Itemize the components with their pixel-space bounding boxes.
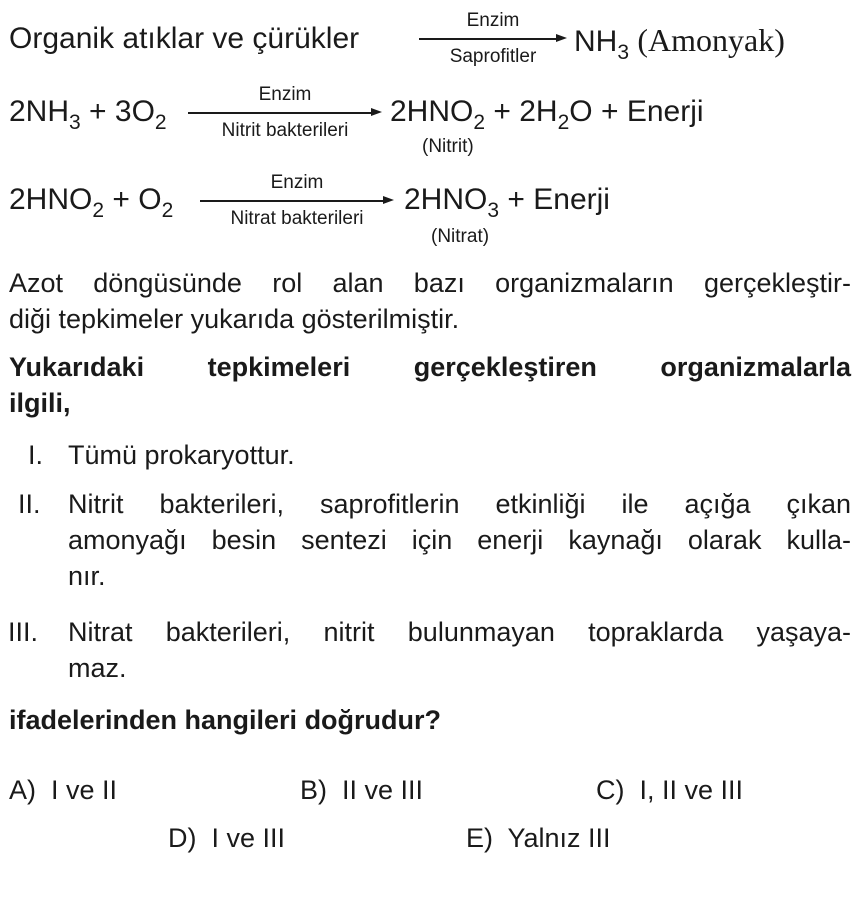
reaction-3-arrow	[200, 172, 394, 234]
arrow-line	[200, 200, 386, 202]
reaction-2-reactants	[9, 95, 167, 134]
product-formula: O + Enerji	[569, 95, 704, 128]
item-i-line-1: Tümü prokaryottur.	[68, 440, 295, 470]
product-subscript: 2	[473, 111, 486, 134]
reaction-2-enzyme-label: Enzim	[258, 84, 312, 105]
item-ii-line-3: nır.	[68, 561, 106, 591]
reactant-subscript: 2	[161, 199, 174, 222]
arrow-head-icon	[371, 108, 382, 116]
arrow-head-icon	[556, 34, 567, 42]
option-e[interactable]	[466, 823, 611, 854]
option-text: I ve II	[51, 775, 118, 805]
arrow-head-icon	[383, 196, 394, 204]
reactant-formula: 2NH	[9, 95, 70, 128]
reaction-3-reactants	[9, 183, 174, 222]
product-subscript: 3	[617, 41, 630, 64]
reactant-subscript: 3	[69, 111, 81, 134]
option-letter: D)	[168, 823, 197, 853]
reactant-formula: + 3O	[89, 95, 155, 128]
reactant-formula: 2HNO	[9, 183, 93, 216]
option-text: II ve III	[342, 775, 424, 805]
product-name: (Amonyak)	[637, 22, 785, 58]
intro-line-1: Azot döngüsünde rol alan bazı organizmaların gerçekleştir-	[9, 268, 851, 298]
question-closing: ifadelerinden hangileri doğrudur?	[9, 705, 442, 735]
reactant-subscript: 2	[154, 111, 167, 134]
reaction-1-enzyme-label: Enzim	[466, 10, 520, 31]
option-text: Yalnız III	[507, 823, 611, 853]
reaction-2-product-note: (Nitrit)	[422, 136, 474, 157]
question-line-2: ilgili,	[9, 388, 71, 418]
option-b[interactable]	[300, 775, 423, 806]
question-line-1: Yukarıdaki tepkimeleri gerçekleştiren organizmalarla	[9, 352, 851, 382]
product-formula: + 2H	[493, 95, 558, 128]
reaction-3-products	[404, 183, 610, 222]
item-iii-line-1: Nitrat bakterileri, nitrit bulunmayan topraklarda yaşaya-	[68, 617, 851, 647]
reaction-2-arrow	[188, 84, 382, 146]
reaction-2-organism-label: Nitrit bakterileri	[221, 120, 349, 141]
arrow-line	[419, 38, 559, 40]
item-number: I.	[28, 440, 44, 470]
product-formula: + Enerji	[507, 183, 610, 216]
option-letter: A)	[9, 775, 36, 805]
option-letter: C)	[596, 775, 625, 805]
reaction-1-product	[574, 22, 785, 64]
arrow-line	[188, 112, 374, 114]
product-formula: NH	[574, 25, 618, 58]
item-number: III.	[8, 617, 39, 647]
item-ii-line-1: Nitrit bakterileri, saprofitlerin etkinliği ile açığa çıkan	[68, 489, 851, 519]
product-formula: 2HNO	[390, 95, 474, 128]
reaction-1-arrow	[419, 10, 567, 72]
product-subscript: 3	[487, 199, 500, 222]
option-letter: B)	[300, 775, 327, 805]
product-formula: 2HNO	[404, 183, 488, 216]
item-ii-line-2: amonyağı besin sentezi için enerji kaynağı olarak kulla-	[68, 525, 851, 555]
option-c[interactable]	[596, 775, 743, 806]
option-a[interactable]	[9, 775, 117, 806]
reaction-2-products	[390, 95, 704, 134]
option-d[interactable]	[168, 823, 285, 854]
option-text: I ve III	[211, 823, 286, 853]
item-number: II.	[18, 489, 41, 519]
reaction-3-enzyme-label: Enzim	[270, 172, 324, 193]
reaction-3-product-note: (Nitrat)	[431, 226, 490, 247]
reaction-1-reactant-text: Organik atıklar ve çürükler	[9, 22, 360, 55]
option-text: I, II ve III	[639, 775, 744, 805]
reaction-3-organism-label: Nitrat bakterileri	[230, 208, 364, 229]
reactant-formula: + O	[112, 183, 162, 216]
option-letter: E)	[466, 823, 493, 853]
intro-line-2: diği tepkimeler yukarıda gösterilmiştir.	[9, 304, 460, 334]
reaction-1-organism-label: Saprofitler	[449, 46, 537, 67]
reactant-subscript: 2	[92, 199, 105, 222]
reaction-1-reactants	[9, 22, 359, 56]
product-subscript: 2	[557, 111, 570, 134]
item-iii-line-2: maz.	[68, 653, 127, 683]
